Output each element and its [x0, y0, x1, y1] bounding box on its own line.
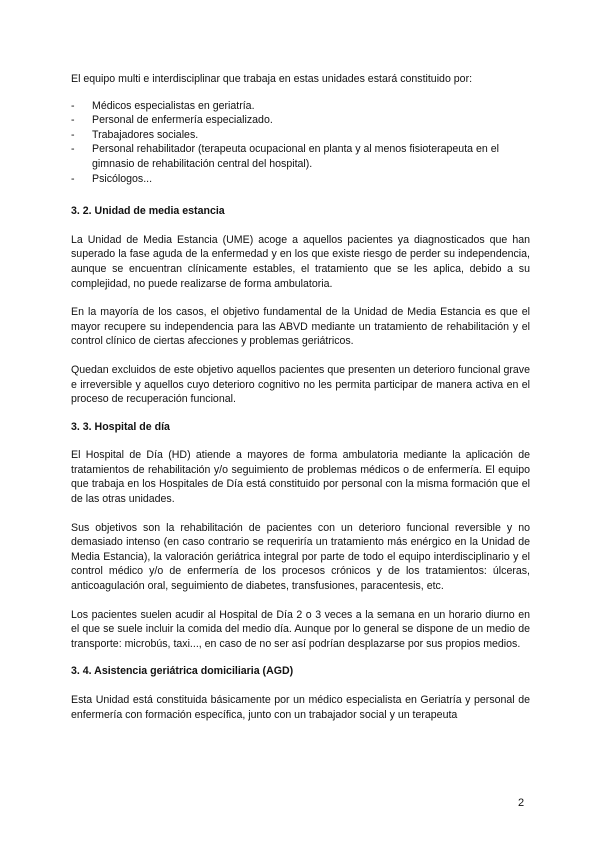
list-item — [71, 113, 530, 128]
bullet-dash: - — [71, 172, 75, 185]
body-paragraph: Sus objetivos son la rehabilitación de pacientes con un deterioro funcional reversible y no demasiado intenso (en caso contrario se requeriría un tratamiento más enérgico en la Unidad de Media Estancia), la valoración geriátrica integral por parte de todo el equipo interdisciplinario y el control médico y/o de enfermería de los procesos crónicos y de los tratamientos: úlceras, anticoagulación oral, seguimiento de diabetes, transfusiones, paracentesis, etc. — [71, 521, 530, 593]
body-paragraph: El Hospital de Día (HD) atiende a mayores de forma ambulatoria mediante la aplicación de tratamientos de rehabilitación y/o seguimiento de problemas médicos o de enfermería. El equipo que trabaja en los Hospitales de Día está constituido por personal con la misma formación que el de las otras unidades. — [71, 449, 530, 506]
list-item — [71, 172, 530, 187]
section-heading-hospital-de-dia: 3. 3. Hospital de día — [71, 420, 170, 433]
list-item-text: Trabajadores sociales. — [92, 128, 199, 141]
body-paragraph: En la mayoría de los casos, el objetivo fundamental de la Unidad de Media Estancia es que el mayor recupere su independencia para las ABVD mediante un tratamiento de rehabilitación y el control clínico de ciertas afecciones y problemas geriátricos. — [71, 306, 530, 348]
list-item-text: Personal rehabilitador (terapeuta ocupacional en planta y al menos fisioterapeuta en el gimnasio de rehabilitación central del hospital). — [92, 143, 499, 170]
bullet-dash: - — [71, 128, 75, 141]
bullet-dash: - — [71, 114, 75, 127]
list-item — [71, 128, 530, 143]
bullet-dash: - — [71, 99, 75, 112]
list-item — [71, 99, 530, 114]
staff-list — [71, 99, 530, 187]
list-item — [71, 142, 530, 171]
list-item-text: Psicólogos... — [92, 172, 153, 185]
intro-paragraph: El equipo multi e interdisciplinar que trabaja en estas unidades estará constituido por: — [71, 73, 473, 85]
section-heading-media-estancia: 3. 2. Unidad de media estancia — [71, 205, 225, 218]
body-paragraph: Esta Unidad está constituida básicamente por un médico especialista en Geriatría y personal de enfermería con formación específica, junto con un trabajador social y un terapeuta — [71, 694, 530, 721]
bullet-dash: - — [71, 143, 75, 156]
page-content — [71, 72, 530, 736]
body-paragraph: Quedan excluidos de este objetivo aquellos pacientes que presenten un deterioro funcional grave e irreversible y aquellos cuyo deterioro cognitivo no les permita participar de manera activa en el proceso de recuperación funcional. — [71, 363, 530, 406]
body-paragraph: La Unidad de Media Estancia (UME) acoge a aquellos pacientes ya diagnosticados que han superado la fase aguda de la enfermedad y en los que existe riesgo de perder su independencia, aunque se encuentran clínicamente estables, el tratamiento que se les aplica, debido a su complejidad, no puede realizarse de forma ambulatoria. — [71, 233, 530, 290]
page-number: 2 — [518, 797, 525, 809]
body-paragraph: Los pacientes suelen acudir al Hospital de Día 2 o 3 veces a la semana en un horario diurno en el que se suele incluir la comida del medio día. Aunque por lo general se dispone de un medio de transporte: microbús, taxi..., en caso de no ser así podrían desplazarse por sus propios medios. — [71, 608, 530, 650]
list-item-text: Personal de enfermería especializado. — [92, 114, 273, 127]
section-heading-asistencia-domiciliaria: 3. 4. Asistencia geriátrica domiciliaria (AGD) — [71, 665, 294, 678]
list-item-text: Médicos especialistas en geriatría. — [92, 99, 255, 112]
